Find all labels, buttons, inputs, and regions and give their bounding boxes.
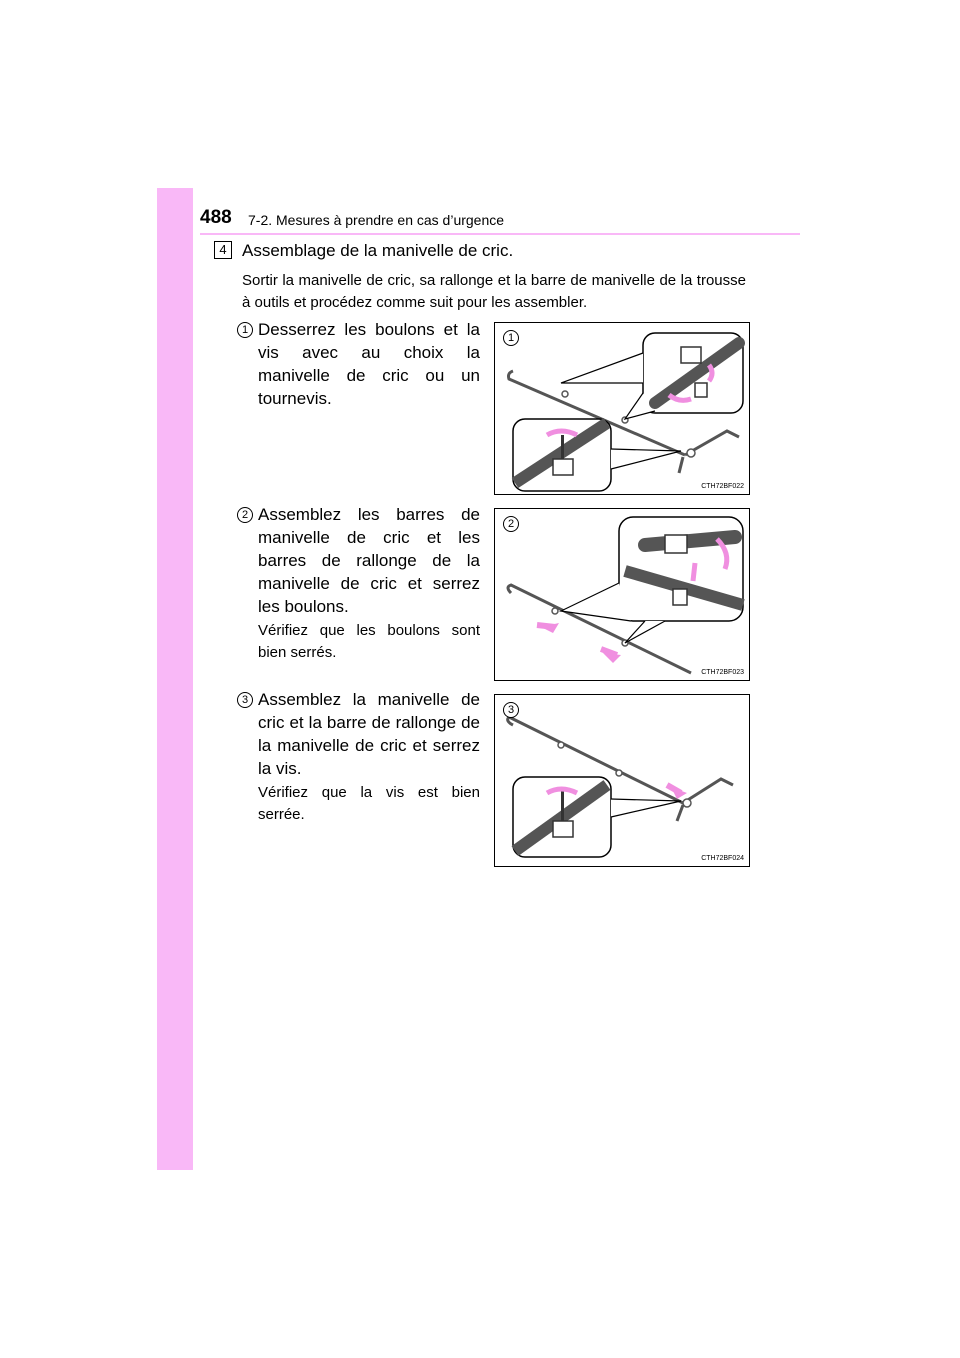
figure-3-illustration [495, 695, 751, 868]
figure-1-label: 1 [503, 330, 519, 346]
figure-3-code: CTH72BF024 [701, 855, 744, 862]
figure-2-label: 2 [503, 516, 519, 532]
substep-2-number: 2 [237, 507, 253, 523]
substep-2-note: Vérifiez que les boulons sont bien serrés. [258, 622, 480, 661]
page-header [200, 206, 800, 234]
figure-3-label: 3 [503, 702, 519, 718]
chapter-side-strip [157, 188, 193, 1170]
substep-3-note: Vérifiez que la vis est bien serrée. [258, 784, 480, 823]
step-number-box: 4 [214, 241, 232, 259]
page-number: 488 [200, 207, 232, 228]
substep-1-text: Desserrez les boulons et la vis avec au choix la manivelle de cric ou un tournevis. [258, 320, 480, 408]
substep-1-number: 1 [237, 322, 253, 338]
figure-1 [494, 322, 750, 495]
step-description: Sortir la manivelle de cric, sa rallonge et la barre de manivelle de la trousse à outils et procédez comme suit pour les assembler. [242, 272, 746, 311]
header-rule [200, 233, 800, 235]
figure-2-illustration [495, 509, 751, 682]
section-title: 7-2. Mesures à prendre en cas d’urgence [248, 212, 505, 228]
substep-2-text: Assemblez les barres de manivelle de cric et les barres de rallonge de la manivelle de cric et serrez les boulons. [258, 505, 480, 616]
substep-3-number: 3 [237, 692, 253, 708]
figure-3 [494, 694, 750, 867]
figure-2 [494, 508, 750, 681]
figure-2-code: CTH72BF023 [701, 669, 744, 676]
substep-3-text: Assemblez la manivelle de cric et la barre de rallonge de la manivelle de cric et serrez la vis. [258, 690, 480, 778]
figure-1-code: CTH72BF022 [701, 483, 744, 490]
figure-1-illustration [495, 323, 751, 496]
step-title: Assemblage de la manivelle de cric. [242, 241, 514, 260]
